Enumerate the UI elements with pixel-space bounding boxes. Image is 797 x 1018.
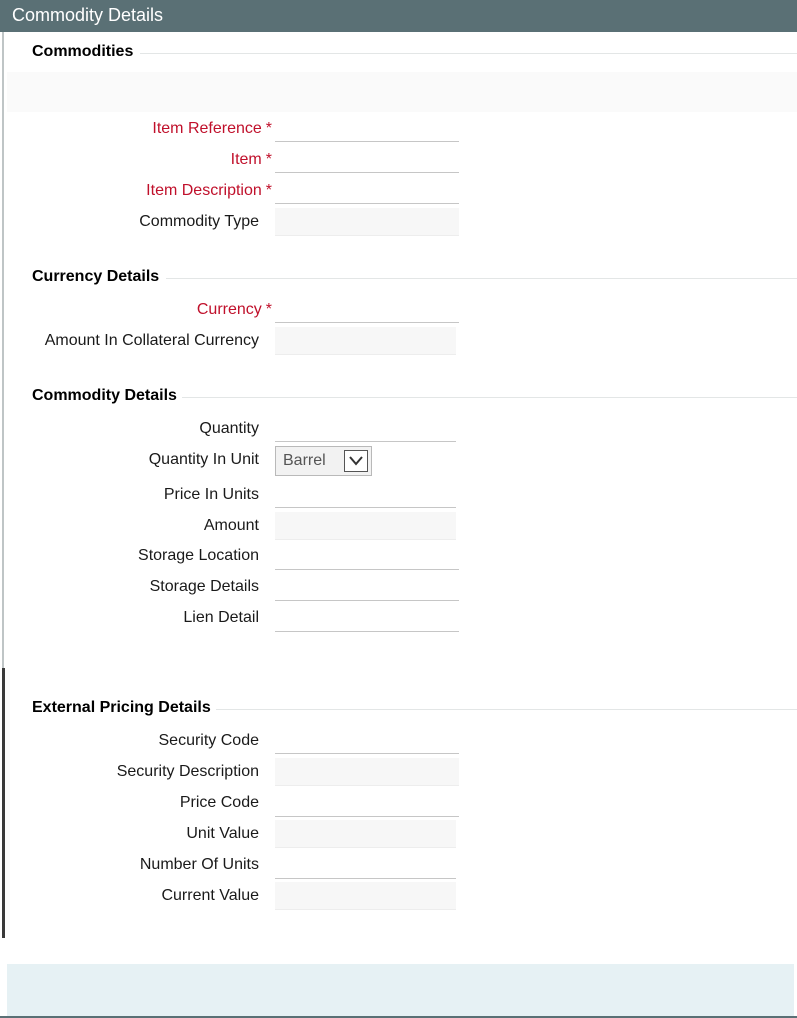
lien-detail-input[interactable]: [275, 604, 459, 632]
required-marker: *: [265, 301, 272, 318]
current-value-label: Current Value: [161, 887, 259, 904]
price-in-units-input[interactable]: [275, 480, 456, 508]
currency-label: [197, 300, 272, 320]
quantity-input[interactable]: [275, 414, 456, 442]
storage-details-label: Storage Details: [149, 578, 259, 595]
currency-label-text: Currency: [196, 301, 262, 318]
quantity-label: Quantity: [199, 420, 259, 437]
currency-input[interactable]: [275, 295, 459, 323]
item-description-label: [146, 181, 272, 201]
section-commodities: Commodities: [32, 43, 134, 60]
current-value-field: [275, 882, 456, 910]
chevron-down-icon[interactable]: [344, 450, 368, 472]
item-label-text: Item: [230, 151, 262, 168]
item-reference-input[interactable]: [275, 114, 459, 142]
item-description-input[interactable]: [275, 176, 459, 204]
price-code-label: Price Code: [179, 794, 259, 811]
commodity-type-field: [275, 208, 459, 236]
number-of-units-label: Number Of Units: [139, 856, 259, 873]
required-marker: *: [265, 120, 272, 137]
security-description-field: [275, 758, 459, 786]
section-divider: [182, 397, 797, 398]
lien-detail-label: Lien Detail: [183, 609, 259, 626]
section-currency-details: Currency Details: [32, 268, 160, 285]
item-input[interactable]: [275, 145, 459, 173]
quantity-in-unit-value: Barrel: [283, 452, 326, 469]
unit-value-field: [275, 820, 456, 848]
left-scroll-indicator: [2, 668, 5, 938]
required-marker: *: [265, 151, 272, 168]
section-divider: [140, 53, 797, 54]
number-of-units-input[interactable]: [275, 851, 456, 879]
amount-in-collateral-currency-field: [275, 327, 456, 355]
window-title: Commodity Details: [0, 0, 797, 32]
footer-panel: [7, 964, 794, 1016]
commodity-type-label: Commodity Type: [139, 213, 259, 230]
price-in-units-label: Price In Units: [163, 486, 259, 503]
storage-details-input[interactable]: [275, 573, 459, 601]
quantity-in-unit-select[interactable]: [275, 446, 372, 476]
section-divider: [216, 709, 797, 710]
toolbar-band: [7, 72, 797, 112]
quantity-in-unit-label: Quantity In Unit: [148, 451, 259, 468]
item-reference-label: [152, 119, 272, 139]
price-code-input[interactable]: [275, 789, 459, 817]
security-description-label: Security Description: [116, 763, 259, 780]
unit-value-label: Unit Value: [186, 825, 259, 842]
amount-in-collateral-currency-label: Amount In Collateral Currency: [44, 332, 259, 349]
item-label: [231, 150, 272, 170]
storage-location-label: Storage Location: [138, 547, 259, 564]
security-code-input[interactable]: [275, 726, 459, 754]
section-commodity-details: Commodity Details: [32, 387, 177, 404]
required-marker: *: [265, 182, 272, 199]
security-code-label: Security Code: [158, 732, 259, 749]
item-description-label-text: Item Description: [146, 182, 262, 199]
section-external-pricing-details: External Pricing Details: [32, 699, 211, 716]
section-divider: [166, 278, 797, 279]
item-reference-label-text: Item Reference: [152, 120, 262, 137]
amount-label: Amount: [203, 517, 259, 534]
storage-location-input[interactable]: [275, 542, 459, 570]
amount-field: [275, 512, 456, 540]
